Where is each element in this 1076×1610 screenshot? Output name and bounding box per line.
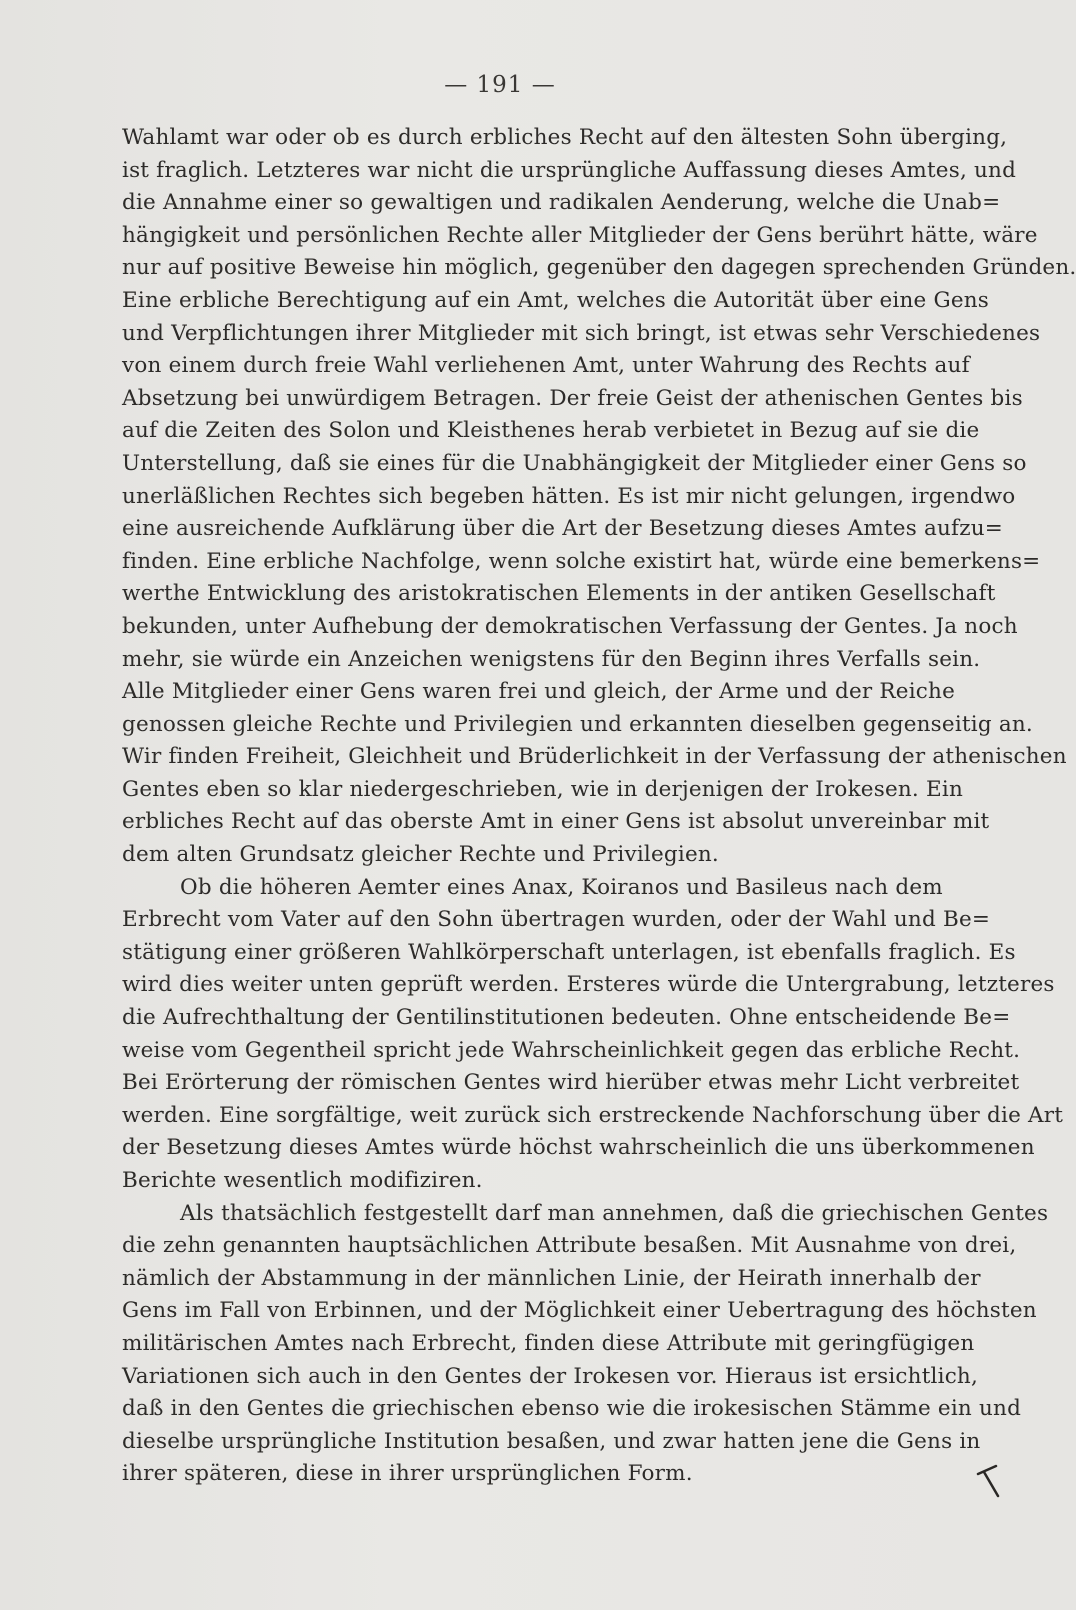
text-line: Wir finden Freiheit, Gleichheit und Brüderlichkeit in der Verfassung der athenischen — [122, 744, 1067, 770]
text-line: weise vom Gegentheil spricht jede Wahrscheinlichkeit gegen das erbliche Recht. — [122, 1037, 1021, 1063]
text-line: nämlich der Abstammung in der männlichen Linie, der Heirath innerhalb der — [122, 1265, 981, 1291]
text-line: und Verpflichtungen ihrer Mitglieder mit sich bringt, ist etwas sehr Verschiedenes — [122, 320, 1041, 346]
text-line: Ob die höheren Aemter eines Anax, Koiranos und Basileus nach dem — [180, 874, 943, 900]
text-line: eine ausreichende Aufklärung über die Art der Besetzung dieses Amtes aufzu= — [122, 516, 1003, 542]
text-line: bekunden, unter Aufhebung der demokratischen Verfassung der Gentes. Ja noch — [122, 613, 1018, 639]
text-line: erbliches Recht auf das oberste Amt in einer Gens ist absolut unvereinbar mit — [122, 809, 990, 835]
text-line: genossen gleiche Rechte und Privilegien und erkannten dieselben gegenseitig an. — [122, 711, 1033, 737]
body-text — [122, 122, 1076, 1491]
text-line: die Aufrechthaltung der Gentilinstitutionen bedeuten. Ohne entscheidende Be= — [122, 1005, 1011, 1031]
text-line: werthe Entwicklung des aristokratischen Elements in der antiken Gesellschaft — [122, 581, 996, 607]
text-line: Gentes eben so klar niedergeschrieben, wie in derjenigen der Irokesen. Ein — [122, 776, 964, 802]
text-line: dieselbe ursprüngliche Institution besaßen, und zwar hatten jene die Gens in — [122, 1428, 981, 1454]
text-line: von einem durch freie Wahl verliehenen Amt, unter Wahrung des Rechts auf — [122, 353, 970, 379]
text-line: unerläßlichen Rechtes sich begeben hätten. Es ist mir nicht gelungen, irgendwo — [122, 483, 1016, 509]
text-line: nur auf positive Beweise hin möglich, gegenüber den dagegen sprechenden Gründen. — [122, 255, 1076, 281]
text-line: wird dies weiter unten geprüft werden. Ersteres würde die Untergrabung, letzteres — [122, 972, 1055, 998]
text-line: mehr, sie würde ein Anzeichen wenigstens für den Beginn ihres Verfalls sein. — [122, 646, 981, 672]
text-line: dem alten Grundsatz gleicher Rechte und Privilegien. — [122, 842, 719, 868]
text-line: militärischen Amtes nach Erbrecht, finden diese Attribute mit geringfügigen — [122, 1330, 975, 1356]
text-line: Variationen sich auch in den Gentes der Irokesen vor. Hieraus ist ersichtlich, — [122, 1363, 979, 1389]
text-line: Wahlamt war oder ob es durch erbliches Recht auf den ältesten Sohn überging, — [122, 125, 1008, 150]
text-line: auf die Zeiten des Solon und Kleisthenes herab verbietet in Bezug auf sie die — [122, 418, 980, 444]
text-line: ihrer späteren, diese in ihrer ursprünglichen Form. — [122, 1461, 693, 1487]
text-line: ist fraglich. Letzteres war nicht die ursprüngliche Auffassung dieses Amtes, und — [122, 157, 1017, 183]
text-line: Gens im Fall von Erbinnen, und der Möglichkeit einer Uebertragung des höchsten — [122, 1298, 1037, 1324]
text-line: Berichte wesentlich modifiziren. — [122, 1168, 483, 1193]
text-line: Erbrecht vom Vater auf den Sohn übertragen wurden, oder der Wahl und Be= — [122, 907, 991, 933]
text-line: hängigkeit und persönlichen Rechte aller Mitglieder der Gens berührt hätte, wäre — [122, 222, 1038, 248]
text-line: Absetzung bei unwürdigem Betragen. Der freie Geist der athenischen Gentes bis — [122, 385, 1023, 411]
text-line: Bei Erörterung der römischen Gentes wird hierüber etwas mehr Licht verbreitet — [122, 1070, 1020, 1096]
text-line: Eine erbliche Berechtigung auf ein Amt, welches die Autorität über eine Gens — [122, 287, 990, 313]
paragraph — [122, 1198, 1049, 1491]
text-line: finden. Eine erbliche Nachfolge, wenn solche existirt hat, würde eine bemerkens= — [122, 548, 1041, 574]
text-line: Unterstellung, daß sie eines für die Unabhängigkeit der Mitglieder einer Gens so — [122, 450, 1027, 476]
margin-pencil-mark — [976, 1462, 1000, 1502]
paragraph — [122, 872, 1064, 1198]
text-line: der Besetzung dieses Amtes würde höchst wahrscheinlich die uns überkommenen — [122, 1135, 1035, 1161]
text-line: stätigung einer größeren Wahlkörperschaft unterlagen, ist ebenfalls fraglich. Es — [122, 939, 1016, 965]
text-line: Als thatsächlich festgestellt darf man annehmen, daß die griechischen Gentes — [180, 1200, 1049, 1226]
text-line: werden. Eine sorgfältige, weit zurück sich erstreckende Nachforschung über die Art — [122, 1102, 1064, 1128]
paragraph — [122, 122, 1076, 872]
text-line: Alle Mitglieder einer Gens waren frei und gleich, der Arme und der Reiche — [122, 679, 955, 705]
text-line: daß in den Gentes die griechischen ebenso wie die irokesischen Stämme ein und — [122, 1396, 1022, 1422]
text-line: die zehn genannten hauptsächlichen Attribute besaßen. Mit Ausnahme von drei, — [122, 1233, 1017, 1259]
text-line: die Annahme einer so gewaltigen und radikalen Aenderung, welche die Unab= — [122, 190, 1001, 216]
page-number: — 191 — — [444, 72, 556, 98]
